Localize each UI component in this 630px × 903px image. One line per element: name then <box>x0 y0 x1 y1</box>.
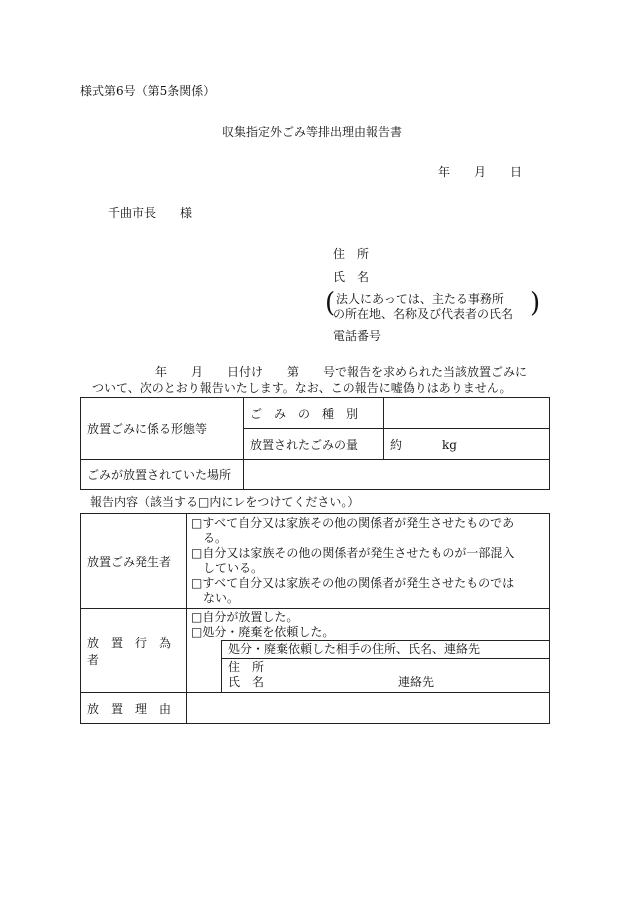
generator-label: 放置ごみ発生者 <box>87 554 172 569</box>
generator-option-3[interactable]: □すべて自分又は家族その他の関係者が発生させたものでは <box>191 576 515 590</box>
phone-label: 電話番号 <box>333 329 382 343</box>
actor-option-1[interactable]: □自分が放置した。 <box>191 610 299 624</box>
generator-option-1-cont: る。 <box>203 531 228 545</box>
generator-label-cell <box>81 514 187 609</box>
kind-label-cell <box>244 398 384 429</box>
name-label: 氏 名 <box>333 270 370 284</box>
address-label: 住 所 <box>333 247 370 261</box>
location-label-cell <box>81 460 244 490</box>
generator-option-3-cont: ない。 <box>203 591 240 605</box>
requested-party-box <box>221 640 549 692</box>
amount-unit: kg <box>442 437 457 452</box>
intro-line1: 年 月 日付け 第 号で報告を求められた当該放置ごみに <box>155 365 528 379</box>
generator-option-2[interactable]: □自分又は家族その他の関係者が発生させたものが一部混入 <box>191 546 515 560</box>
amount-label: 放置されたごみの量 <box>250 437 359 452</box>
reason-value-cell[interactable] <box>187 693 550 724</box>
location-label: ごみが放置されていた場所 <box>87 468 232 482</box>
reason-label: 放 置 理 由 <box>87 701 172 716</box>
generator-option-2-cont: している。 <box>203 561 264 575</box>
waste-info-table <box>80 397 550 490</box>
actor-options-cell <box>187 609 550 693</box>
report-heading: 報告内容（該当する□内にレをつけてください。） <box>90 495 360 509</box>
document-title: 収集指定外ごみ等排出理由報告書 <box>222 125 403 139</box>
actor-label: 放 置 行 為 者 <box>87 635 184 667</box>
amount-label-cell <box>244 429 384 460</box>
form-label: 放置ごみに係る形態等 <box>87 422 208 436</box>
right-paren-brace: ) <box>530 287 541 319</box>
requested-heading: 処分・廃棄依頼した相手の住所、氏名、連絡先 <box>222 641 549 659</box>
location-value-cell[interactable] <box>244 460 550 490</box>
corporation-note-line2: の所在地、名称及び代表者の氏名 <box>333 307 514 321</box>
amount-prefix: 約 <box>390 437 403 452</box>
left-paren-brace: ( <box>325 287 336 319</box>
kind-label: ご み の 種 別 <box>250 406 359 421</box>
form-number: 様式第6号（第5条関係） <box>80 84 216 98</box>
report-table <box>80 513 550 724</box>
generator-options-cell <box>187 514 550 609</box>
date-line: 年 月 日 <box>438 165 523 179</box>
requested-contact-label: 連絡先 <box>398 675 435 689</box>
requested-name-contact[interactable]: 氏 名 連絡先 <box>228 675 435 689</box>
addressee: 千曲市長 様 <box>108 206 193 220</box>
intro-line2: ついて、次のとおり報告いたします。なお、この報告に嘘偽りはありません。 <box>92 381 512 395</box>
kind-value-cell[interactable] <box>384 398 550 429</box>
requested-address[interactable]: 住 所 <box>228 660 265 674</box>
form-label-cell <box>81 398 244 460</box>
generator-option-1[interactable]: □すべて自分又は家族その他の関係者が発生させたものであ <box>191 516 515 530</box>
actor-label-cell <box>81 609 187 693</box>
reason-label-cell <box>81 693 187 724</box>
amount-value-cell[interactable] <box>384 429 550 460</box>
actor-option-2[interactable]: □処分・廃棄を依頼した。 <box>191 625 335 639</box>
corporation-note-line1: 法人にあっては、主たる事務所 <box>336 292 504 306</box>
